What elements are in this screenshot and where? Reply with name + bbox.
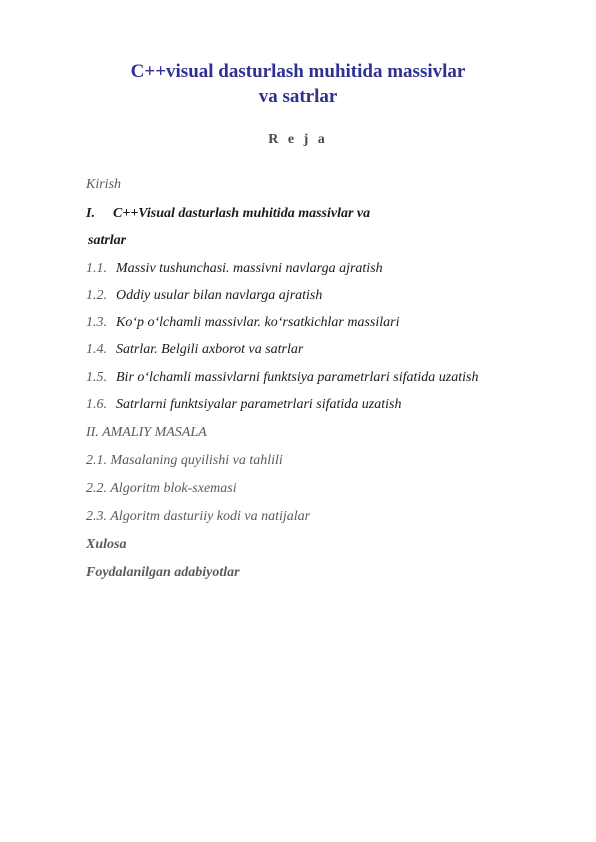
toc-item-1-1 — [86, 261, 383, 277]
document-title-line-1: C++visual dasturlash muhitida massivlar — [130, 61, 466, 82]
toc-references: Foydalanilgan adabiyotlar — [86, 565, 240, 580]
toc-item-text: Satrlar. Belgili axborot va satrlar — [116, 342, 304, 357]
toc-item-text: Massiv tushunchasi. massivni navlarga ajratish — [116, 261, 383, 276]
toc-item-1-5 — [86, 370, 478, 386]
toc-item-number: 1.3. — [86, 315, 107, 330]
toc-item-text: Bir o‘lchamli massivlarni funktsiya parametrlari sifatida uzatish — [116, 370, 479, 385]
toc-section-2: II. AMALIY MASALA — [86, 425, 207, 440]
toc-item-number: 1.1. — [86, 261, 107, 276]
toc-intro: Kirish — [86, 177, 122, 192]
toc-section-1-title: C++Visual dasturlash muhitida massivlar va — [113, 206, 371, 221]
toc-conclusion: Xulosa — [86, 537, 127, 552]
toc-item-1-2 — [86, 288, 322, 304]
toc-item-1-3 — [86, 315, 400, 331]
toc-item-number: 1.4. — [86, 342, 107, 357]
toc-item-text: Satrlarni funktsiyalar parametrlari sifatida uzatish — [116, 397, 402, 412]
toc-item-2-2: 2.2. Algoritm blok-sxemasi — [86, 481, 237, 496]
toc-item-number: 1.5. — [86, 370, 107, 385]
document-title-line-2: va satrlar — [258, 86, 338, 107]
toc-section-1 — [86, 206, 370, 222]
toc-item-2-1: 2.1. Masalaning quyilishi va tahlili — [86, 453, 283, 468]
toc-item-2-3: 2.3. Algoritm dasturiiy kodi va natijalar — [86, 509, 311, 524]
toc-section-1-number: I. — [86, 206, 95, 221]
toc-item-number: 1.6. — [86, 397, 107, 412]
toc-item-text: Oddiy usular bilan navlarga ajratish — [116, 288, 323, 303]
plan-heading: R e j a — [268, 132, 328, 147]
toc-item-1-4 — [86, 342, 303, 358]
toc-item-number: 1.2. — [86, 288, 107, 303]
toc-item-text: Ko‘p o‘lchamli massivlar. ko‘rsatkichlar massilari — [116, 315, 400, 330]
toc-item-1-6 — [86, 397, 401, 413]
toc-section-1-title-cont: satrlar — [88, 233, 127, 248]
